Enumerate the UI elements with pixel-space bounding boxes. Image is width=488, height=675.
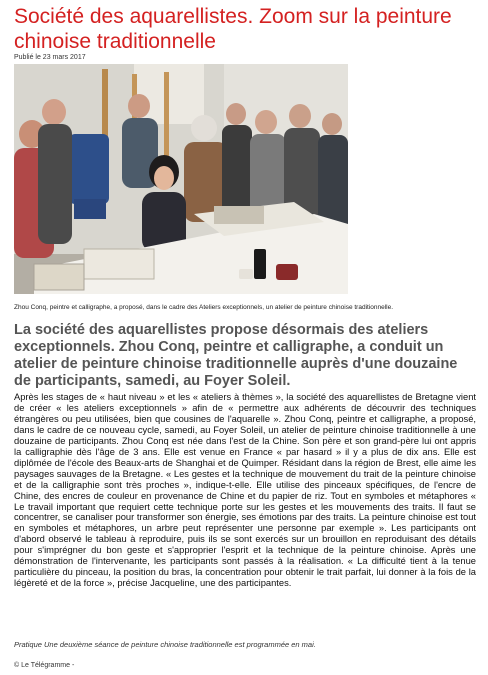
article-body: Après les stages de « haut niveau » et les « ateliers à thèmes », la société des aquarellistes de Bretagne vient de créer « les ateliers exceptionnels » afin de « permettre aux adhérents de découvrir des techniques étrangères ou peu utilisées, bien que cousines de l'aquarelle ». Zhou Conq, peintre et calligraphe, a proposé, dans le cadre de ce nouveau cycle, samedi, au Foyer Soleil, un atelier de peinture chinoise traditionnelle à une douzaine de participants. Zhou Conq est née dans l'est de la Chine. Son père et son grand-père lui ont appris la calligraphie dès l'âge de 3 ans. Elle est venue en France « par hasard » il y a plus de dix ans. Elle est diplômée de l'école des Beaux-arts de Shanghai et de Quimper. Résidant dans la région de Brest, elle aime les paysages sauvages de la Bretagne. « Les gestes et la technique de mouvement du trait de la peinture chinoise et de la calligraphie sont très proches », indique-t-elle. Elle utilise des pinceaux spécifiques, de l'encre de Chine, des encres de couleur en provenance de Chine et du papier de riz. Tout en symboles et métaphores « Le travail important que requiert cette technique porte sur les gestes et les mouvements des traits. Il faut se concentrer, se canaliser pour transformer son énergie, ses émotions par des traits. La peinture chinoise est tout en symboles et métaphores, un arbre peut représenter une personne par exemple ». Les participants ont d'abord observé le tableau à reproduire, puis ils se sont exercés sur un brouillon en reproduisant des détails pour s'imprégner du bon geste et s'approprier l'esprit et la technique de la peinture chinoise. Après une démonstration de l'intervenante, les participants sont passés à la réalisation. « La difficulté tient à la tenue particulière du pinceau, la position du bras, la concentration pour obtenir le trait parfait, lui donner à la fois de la légèreté et de la force », précise Jacqueline, une des participantes. bbox=[14, 392, 476, 589]
workshop-photo-illustration bbox=[14, 64, 348, 294]
copyright-notice: © Le Télégramme - bbox=[14, 662, 75, 669]
publication-date: Publié le 23 mars 2017 bbox=[14, 54, 86, 61]
article-lead: La société des aquarellistes propose désormais des ateliers exceptionnels. Zhou Conq, peintre et calligraphe, a conduit un atelier de peinture chinoise traditionnelle auprès d'une douzaine de participants, samedi, au Foyer Soleil. bbox=[14, 322, 458, 389]
practical-note: Pratique Une deuxième séance de peinture chinoise traditionnelle est programmée en mai. bbox=[14, 640, 316, 649]
photo-caption: Zhou Conq, peintre et calligraphe, a proposé, dans le cadre des Ateliers exceptionnels, un atelier de peinture chinoise traditionnelle. bbox=[14, 304, 394, 311]
article-photo bbox=[14, 64, 348, 294]
article-title: Société des aquarellistes. Zoom sur la peinture chinoise traditionnelle bbox=[14, 5, 452, 53]
